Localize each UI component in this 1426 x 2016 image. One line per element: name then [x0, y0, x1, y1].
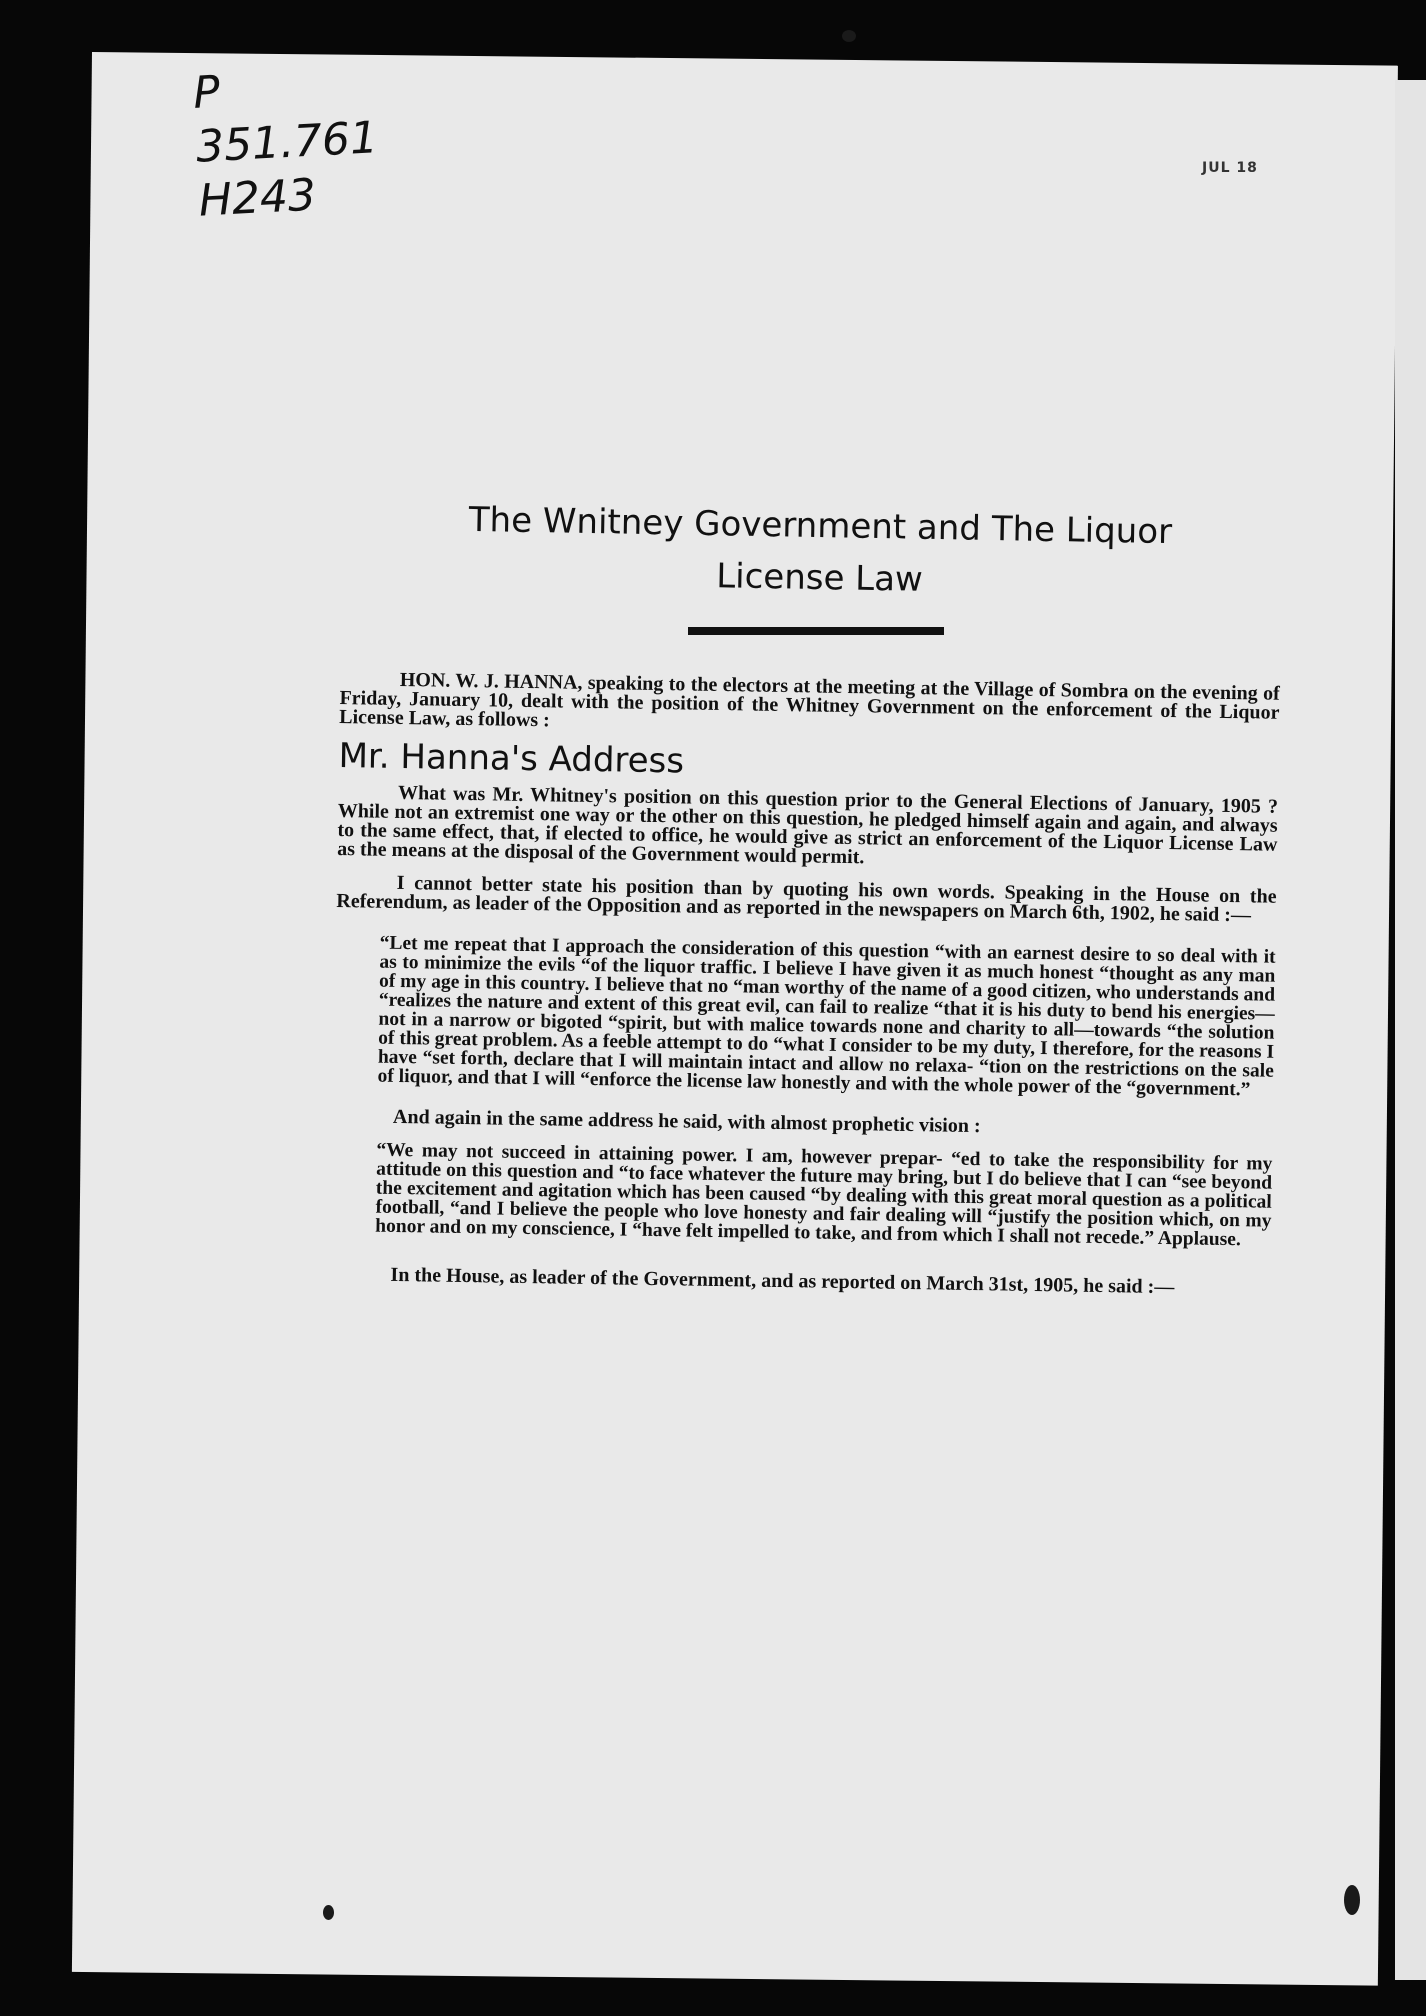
- title-rule: [688, 627, 944, 635]
- body-paragraph: In the House, as leader of the Government, and as reported on March 31st, 1905, he said :—: [390, 1263, 1175, 1299]
- block-quote: “We may not succeed in attaining power. I am, however prepar- “ed to take the responsibility for my attitude on this question and “to face whatever the future may bring, but I do believe that I can “see beyond the excitement and agitation which has been caused “by dealing with this great moral question as a political football, “and I believe the people who love honesty and fair dealing will “justify the position which, on my honor and on my conscience, I “have felt impelled to take, and from which I shall not recede.” Applause.: [375, 1139, 1273, 1251]
- document-body: [330, 670, 1280, 1299]
- call-number-line: H243: [197, 169, 318, 227]
- adjacent-page-edge: [1395, 80, 1426, 1980]
- date-stamp: JUL 18: [1202, 160, 1258, 176]
- call-number-line: 351.761: [194, 112, 380, 173]
- call-number-line: P: [191, 66, 222, 119]
- body-paragraph: What was Mr. Whitney's position on this question prior to the General Elections of January, 1905 ? While not an extremist one way or the other on this question, he pledged himself again and again, and always to the same effect, that, if elected to office, he would give as strict an enforcement of the Liquor License Law as the means at the disposal of the Government would permit.: [337, 781, 1279, 869]
- scan-speck: [323, 1905, 334, 1920]
- block-quote: “Let me repeat that I approach the consideration of this question “with an earnest desire to so deal with it as to minimize the evils “of the liquor traffic. I believe I have given it as much honest “thought as any man of my age in this country. I believe that no “man worthy of the name of a good citizen, who understands and “realizes the nature and extent of this great evil, can fail to realize “that it is his duty to bend his energies—not in a narrow or bigoted “spirit, but with malice towards none and charity to all—towards “the solution of this great problem. As a feeble attempt to do “what I consider to be my duty, I therefore, for the reasons I have “set forth, declare that I will maintain intact and allow no relaxa- “tion on the restrictions on the sale of liquor, and that I will “enforce the license law honestly and with the whole power of the “government.”: [377, 932, 1276, 1101]
- body-paragraph: I cannot better state his position than by quoting his own words. Speaking in the House on the Referendum, as leader of the Opposition and as reported in the newspapers on March 6th, 1902, he said :—: [336, 871, 1277, 927]
- intro-paragraph: HON. W. J. HANNA, speaking to the electors at the meeting at the Village of Sombra on the evening of Friday, January 10, dealt with the position of the Whitney Government on the enforcement of the Liquor License Law, as follows :: [339, 668, 1280, 732]
- document-title: [339, 492, 1301, 613]
- scan-speck: [1344, 1885, 1360, 1915]
- section-heading: Mr. Hanna's Address: [338, 735, 685, 782]
- title-line: The Wnitney Government and The Liquor: [468, 499, 1173, 553]
- handwritten-call-number: [192, 57, 382, 228]
- title-line: License Law: [715, 556, 924, 600]
- scan-speck: [842, 30, 856, 42]
- body-paragraph: And again in the same address he said, with almost prophetic vision :: [392, 1105, 981, 1138]
